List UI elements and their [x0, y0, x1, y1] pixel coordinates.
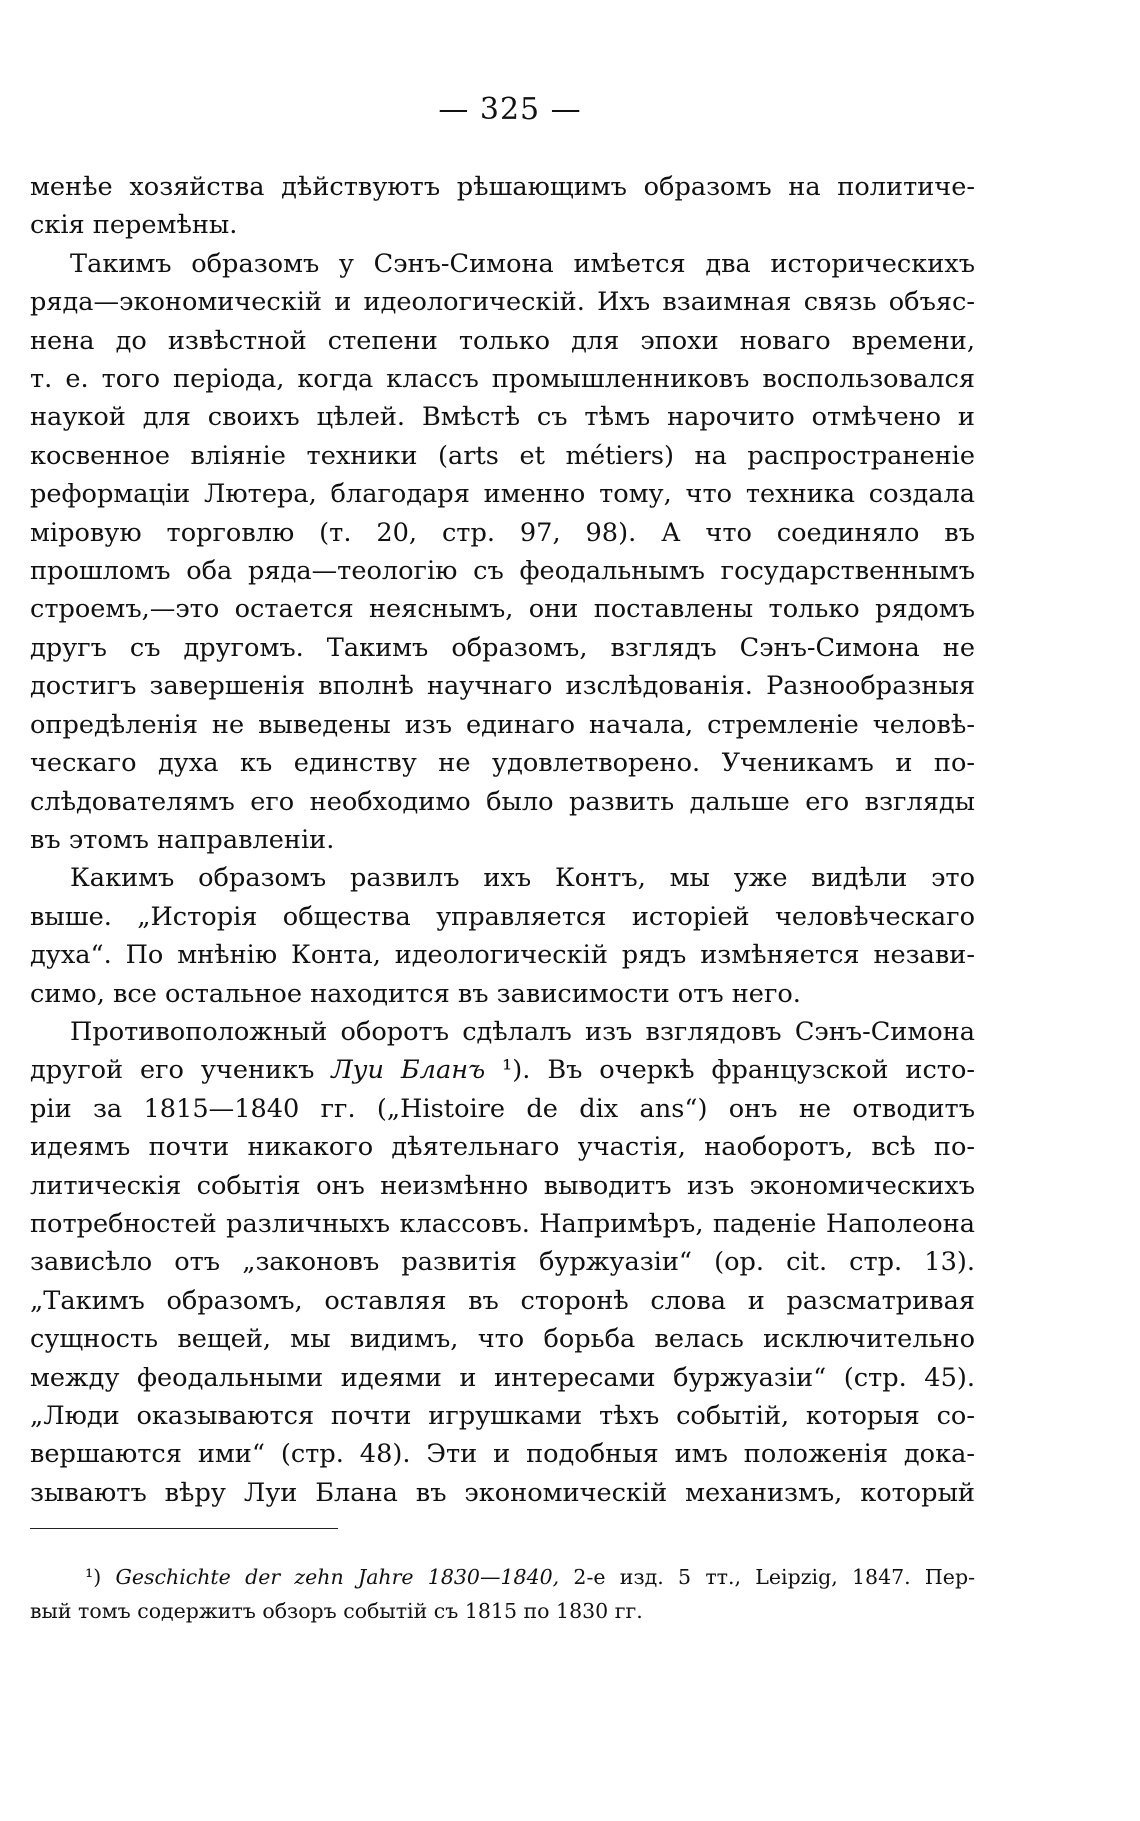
text-line: литическія событія онъ неизмѣнно выводитъ изъ экономическихъ [30, 1170, 975, 1201]
text-line: симо, все остальное находится въ зависимости отъ него. [30, 978, 801, 1009]
text-line: прошломъ оба ряда—теологію съ феодальнымъ государственнымъ [30, 556, 975, 587]
text-line: зываютъ вѣру Луи Блана въ экономическій механизмъ, который [30, 1477, 975, 1508]
text-line: потребностей различныхъ классовъ. Напримѣръ, паденіе Наполеона [30, 1208, 975, 1239]
footnote-line: вый томъ содержитъ обзоръ событій съ 1815 по 1830 гг. [30, 1599, 643, 1623]
text-line: Какимъ образомъ развилъ ихъ Контъ, мы уже видѣли это [70, 863, 975, 894]
text-line: духа“. По мнѣнію Конта, идеологическій рядъ измѣняется незави- [30, 940, 975, 971]
text-line: строемъ,—это остается неяснымъ, они поставлены только рядомъ [30, 594, 975, 625]
footnote-marker: ¹) [85, 1565, 102, 1589]
text-line: опредѣленія не выведены изъ единаго начала, стремленіе человѣ- [30, 709, 975, 740]
text-line: вершаются ими“ (стр. 48). Эти и подобныя имъ положенія дока- [30, 1439, 975, 1470]
text-line: слѣдователямъ его необходимо было развить дальше его взгляды [30, 786, 975, 817]
text-line: менѣе хозяйства дѣйствуютъ рѣшающимъ образомъ на политиче- [30, 172, 975, 202]
text-line: ческаго духа къ единству не удовлетворено. Ученикамъ и по- [30, 748, 975, 779]
text-line: идеямъ почти никакого дѣятельнаго участія, наоборотъ, всѣ по- [30, 1132, 975, 1163]
text-fragment: ¹). Въ очеркѣ французской исто- [485, 1055, 975, 1086]
text-line: достигъ завершенія вполнѣ научнаго изслѣдованія. Разнообразныя [30, 671, 975, 702]
text-line: зависѣло отъ „законовъ развитія буржуазіи“ (op. cit. стр. 13). [30, 1247, 975, 1278]
text-line: Такимъ образомъ у Сэнъ-Симона имѣется два историческихъ [70, 248, 975, 279]
text-line: косвенное вліяніе техники (arts et métiers) на распространеніе [30, 440, 975, 471]
author-name-italic: Луи Бланъ [331, 1055, 486, 1086]
text-line: наукой для своихъ цѣлей. Вмѣстѣ съ тѣмъ нарочито отмѣчено и [30, 402, 975, 433]
text-line: въ этомъ направленіи. [30, 824, 335, 855]
text-line: выше. „Исторія общества управляется исторіей человѣческаго [30, 901, 975, 932]
text-line: ряда—экономическій и идеологическій. Ихъ взаимная связь объяс- [30, 287, 975, 318]
footnote-title: Geschichte der zehn Jahre 1830—1840, [115, 1565, 560, 1589]
text-line: реформаціи Лютера, благодаря именно тому, что техника создала [30, 479, 975, 510]
footnote-divider [30, 1528, 338, 1529]
text-line: ріи за 1815—1840 гг. („Histoire de dix ans“) онъ не отводитъ [30, 1093, 975, 1124]
page-number: — 325 — [438, 92, 582, 127]
main-text [30, 168, 975, 1512]
text-fragment: другой его ученикъ [30, 1055, 332, 1086]
footnote-line [30, 1560, 975, 1594]
footnote-text: 2-е изд. 5 тт., Leipzig, 1847. Пер- [559, 1565, 975, 1589]
footnote [30, 1560, 975, 1628]
text-line: скія перемѣны. [30, 210, 238, 241]
text-line: другъ съ другомъ. Такимъ образомъ, взглядъ Сэнъ-Симона не [30, 632, 975, 663]
text-line: „Такимъ образомъ, оставляя въ сторонѣ слова и разсматривая [30, 1285, 975, 1316]
text-line: „Люди оказываются почти игрушками тѣхъ событій, которыя со- [30, 1401, 975, 1431]
text-line: т. е. того періода, когда классъ промышленниковъ воспользовался [30, 364, 975, 395]
text-line: сущность вещей, мы видимъ, что борьба велась исключительно [30, 1324, 975, 1355]
text-line [30, 1051, 975, 1089]
text-line: между феодальными идеями и интересами буржуазіи“ (стр. 45). [30, 1362, 975, 1393]
text-line: Противоположный оборотъ сдѣлалъ изъ взглядовъ Сэнъ-Симона [70, 1016, 975, 1047]
text-line: міровую торговлю (т. 20, стр. 97, 98). А что соединяло въ [30, 517, 975, 548]
text-line: нена до извѣстной степени только для эпохи новаго времени, [30, 325, 975, 356]
